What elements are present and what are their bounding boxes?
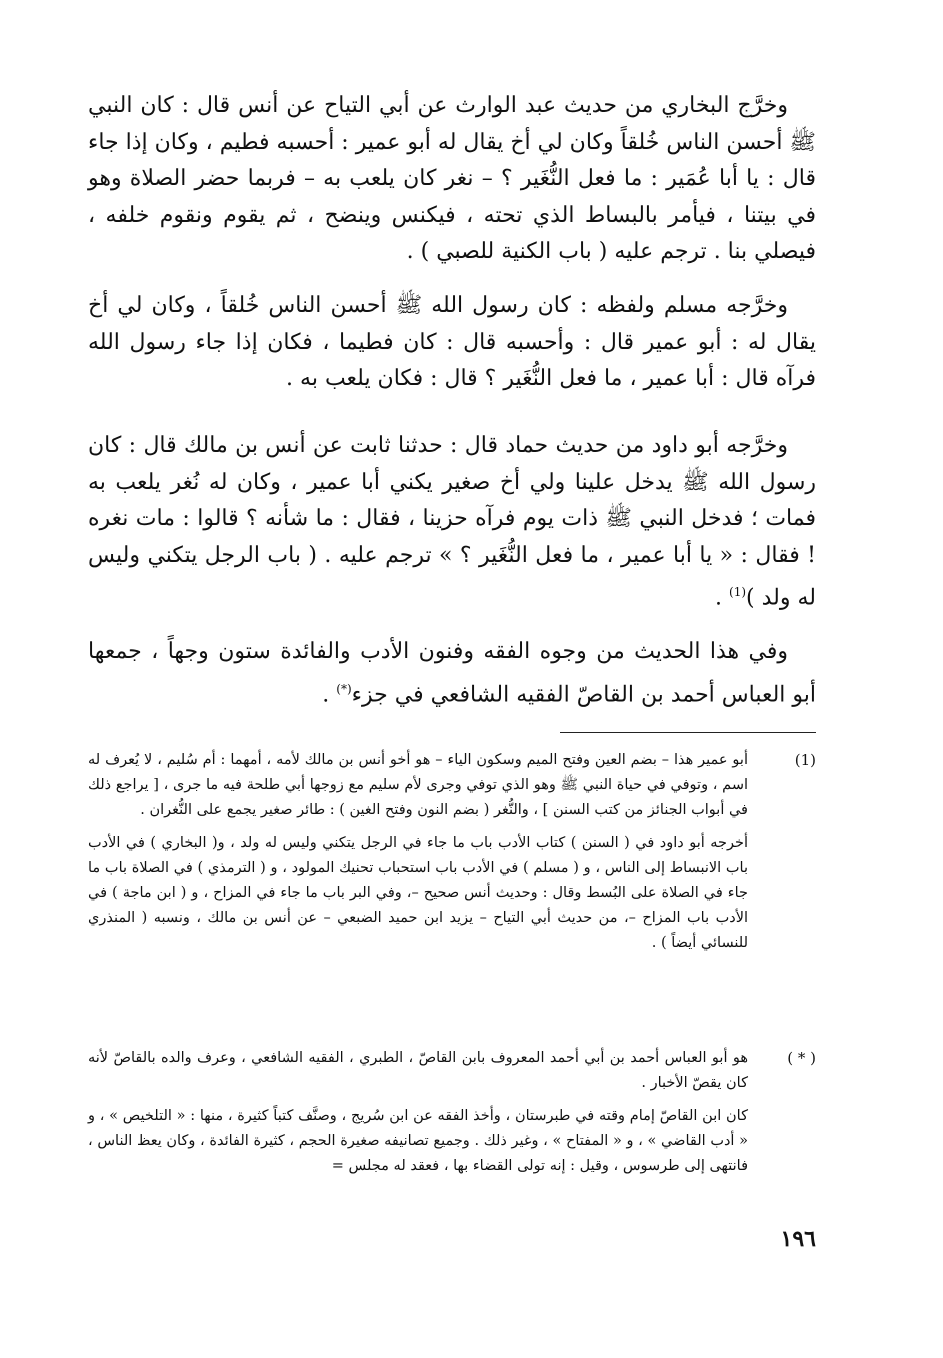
page-number: ١٩٦ — [780, 1226, 816, 1252]
footnote-reference-star: (*) — [336, 681, 352, 696]
paragraph-text: وخرَّج البخاري من حديث عبد الوارث عن أبي التياح عن أنس قال : كان النبي ﷺ أحسن الناس خُلقاً وكان لي أخ يقال له أبو عمير : أحسبه فطيم ، وكان إذا جاء قال : يا أبا عُمَير : ما فعل النُّغَير ؟ – نغر كان يلعب به – فربما حضر الصلاة وهو في بيتنا ، فيأمر بالبساط الذي تحته ، فيكنس وينضح ، ثم يقوم ونقوم خلفه ، فيصلي بنا . ترجم عليه ( باب الكنية للصبي ) . — [88, 93, 816, 264]
paragraph-body: وفي هذا الحديث من وجوه الفقه وفنون الأدب والفائدة ستون وجهاً ، جمعها أبو العباس أحمد بن القاصّ الفقيه الشافعي في جزء — [88, 639, 816, 707]
paragraph-text — [88, 428, 816, 617]
footnote-text: أبو عمير هذا – بضم العين وفتح الميم وسكون الياء – هو أخو أنس بن مالك لأمه ، أمهما : أم سُليم ، لا يُعرف له اسم ، وتوفي في حياة النبي ﷺ وهو الذي توفي وجرى لأم سليم مع زوجها أبي طلحة فيه ما جرى ، [ يراجع ذلك في أبواب الجنائز من كتب السنن ] ، والنُّغر ( بضم النون وفتح الغين ) : طائر صغير يجمع على النُّغران . — [88, 752, 748, 818]
main-paragraph-abu-dawud — [88, 428, 816, 617]
main-paragraph-muslim — [88, 288, 816, 398]
footnote-body — [88, 748, 748, 956]
footnote-marker: (1) — [794, 751, 816, 769]
footnote-marker: ( * ) — [787, 1049, 816, 1067]
paragraph-end: . — [715, 585, 730, 611]
footnote-star — [88, 1046, 816, 1187]
main-paragraph-bukhari — [88, 88, 816, 271]
footnote-text: هو أبو العباس أحمد بن أبي أحمد المعروف بابن القاصّ ، الطبري ، الفقيه الشافعي ، وعرف والده بالقاصّ لأنه كان يقصّ الأخبار . — [88, 1050, 748, 1091]
footnote-1 — [88, 748, 816, 964]
paragraph-text — [88, 634, 816, 713]
footnote-separator — [560, 732, 816, 733]
footnote-reference-1: (1) — [729, 585, 747, 599]
paragraph-text: وخرَّجه مسلم ولفظه : كان رسول الله ﷺ أحسن الناس خُلقاً ، وكان لي أخ يقال له : أبو عمير قال : وأحسبه قال : كان فطيما ، فكان إذا جاء رسول الله فرآه قال : أبا عمير ، ما فعل النُّغَير ؟ قال : فكان يلعب به . — [88, 293, 816, 391]
main-paragraph-benefits — [88, 634, 816, 713]
footnote-body — [88, 1046, 748, 1179]
paragraph-end: . — [322, 681, 337, 707]
paragraph-body: وخرَّجه أبو داود من حديث حماد قال : حدثنا ثابت عن أنس بن مالك قال : كان رسول الله ﷺ يدخل علينا ولي أخ صغير يكني أبا عمير ، وكان له نُغر يلعب به فمات ؛ فدخل النبي ﷺ ذات يوم فرآه حزينا ، فقال : ما شأنه ؟ قالوا : مات نغره ! فقال : « يا أبا عمير ، ما فعل النُّغَير ؟ » ترجم عليه . ( باب الرجل يتكني وليس له ولد ) — [88, 433, 816, 611]
footnote-text: كان ابن القاصّ إمام وقته في طبرستان ، وأخذ الفقه عن ابن سُريج ، وصنَّف كتباً كثيرة ، منها : « التلخيص » ، و « أدب القاضي » ، و « المفتاح » ، وغير ذلك . وجميع تصانيفه صغيرة الحجم ، كثيرة الفائدة ، وكان يعظ الناس ، فانتهى إلى طرسوس ، وقيل : إنه تولى القضاء بها ، فعقد له مجلس = — [88, 1108, 748, 1174]
footnote-text: أخرجه أبو داود في ( السنن ) كتاب الأدب باب ما جاء في الرجل يتكني وليس له ولد ، و( البخاري ) في الأدب باب الانبساط إلى الناس ، و ( مسلم ) في الأدب باب استحباب تحنيك المولود ، و ( الترمذي ) في الصلاة باب ما جاء في الصلاة على البُسط وقال : وحديث أنس صحيح –، وفي البر باب ما جاء في المزاح ، و ( ابن ماجة ) في الأدب باب المزاح –، من حديث أبي التياح – يزيد ابن حميد الضبعي – عن أنس بن مالك ، ونسبه ( المنذري للنسائي أيضاً ) . — [88, 835, 748, 951]
